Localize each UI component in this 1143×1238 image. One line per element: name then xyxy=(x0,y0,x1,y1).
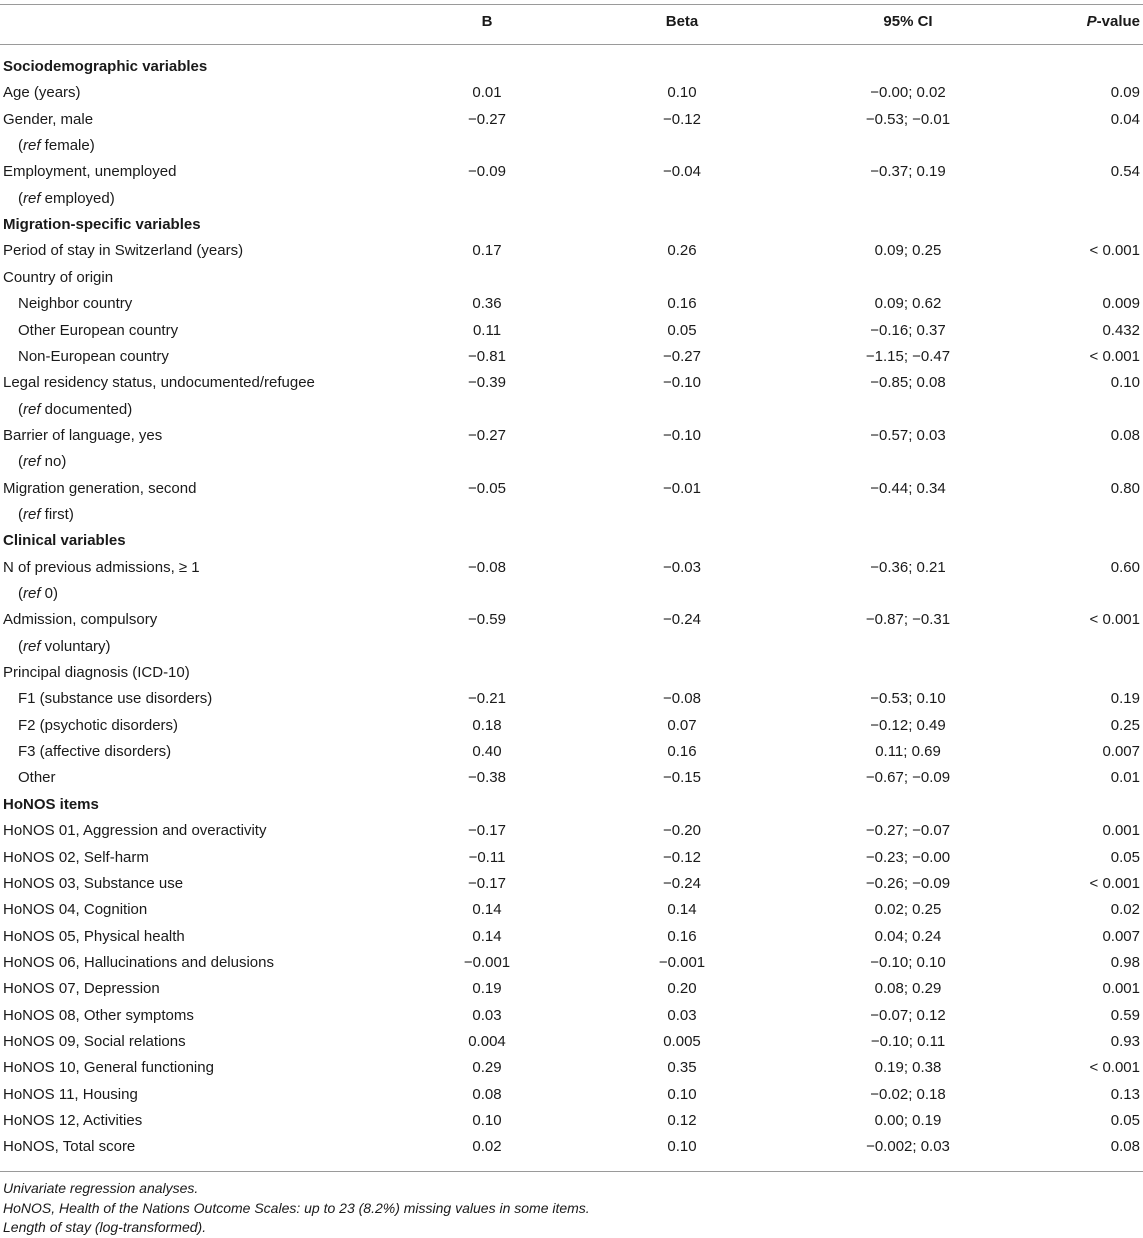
row-label: Migration generation, second xyxy=(3,479,197,497)
cell-ci: −0.16; 0.37 xyxy=(870,321,946,339)
cell-b: −0.09 xyxy=(468,163,506,181)
cell-ci: −0.67; −0.09 xyxy=(865,769,951,787)
table-row xyxy=(0,80,1143,106)
row-label: HoNOS 06, Hallucinations and delusions xyxy=(3,953,274,971)
cell-ci: −0.002; 0.03 xyxy=(866,1138,950,1156)
table-row xyxy=(0,634,1143,660)
cell-beta: 0.14 xyxy=(667,901,697,919)
row-label: Other European country xyxy=(18,321,179,339)
cell-beta: 0.07 xyxy=(667,716,697,734)
table-row xyxy=(0,1029,1143,1055)
row-label: HoNOS 07, Depression xyxy=(3,980,160,998)
table-row xyxy=(0,976,1143,1002)
cell-b: 0.01 xyxy=(472,84,502,102)
cell-p-value: 0.007 xyxy=(1102,743,1140,761)
cell-ci: −1.15; −0.47 xyxy=(865,347,951,365)
cell-beta: −0.08 xyxy=(663,690,701,708)
footnote: Length of stay (log-transformed). xyxy=(3,1219,207,1235)
cell-ci: −0.10; 0.10 xyxy=(870,953,946,971)
cell-ci: 0.08; 0.29 xyxy=(874,980,942,998)
table-header-rule xyxy=(0,44,1143,45)
cell-p-value: 0.10 xyxy=(1110,374,1140,392)
cell-beta: 0.12 xyxy=(667,1112,697,1129)
header-b: B xyxy=(481,13,493,30)
row-label: HoNOS 04, Cognition xyxy=(3,901,148,919)
header-beta: Beta xyxy=(665,13,699,30)
cell-ci: −0.23; −0.00 xyxy=(865,848,951,866)
cell-p-value: 0.80 xyxy=(1110,479,1140,497)
row-label: HoNOS items xyxy=(3,795,99,813)
cell-beta: 0.20 xyxy=(667,980,697,998)
cell-ci: −0.07; 0.12 xyxy=(870,1006,946,1024)
table-row xyxy=(0,1003,1143,1029)
cell-beta: −0.04 xyxy=(663,163,701,181)
cell-p-value: < 0.001 xyxy=(1089,242,1140,260)
cell-ci: −0.26; −0.09 xyxy=(865,874,951,892)
row-label: Sociodemographic variables xyxy=(3,58,208,75)
ref-marker: ref xyxy=(23,189,41,207)
row-label: Other xyxy=(18,769,56,787)
cell-ci: −0.00; 0.02 xyxy=(870,84,946,102)
cell-beta: −0.20 xyxy=(663,822,701,840)
cell-b: −0.59 xyxy=(468,611,506,629)
cell-b: 0.36 xyxy=(472,295,502,313)
row-label: F1 (substance use disorders) xyxy=(18,690,213,708)
cell-b: −0.27 xyxy=(468,110,506,128)
table-row xyxy=(0,897,1143,923)
cell-b: −0.17 xyxy=(468,822,506,840)
cell-beta: 0.26 xyxy=(667,242,697,260)
cell-p-value: 0.432 xyxy=(1102,321,1140,339)
cell-p-value: 0.13 xyxy=(1110,1085,1140,1103)
footnote: Univariate regression analyses. xyxy=(3,1180,199,1196)
cell-b: −0.001 xyxy=(463,953,511,971)
ref-marker: ref xyxy=(23,637,41,655)
ref-marker: ref xyxy=(23,400,41,418)
footnote: HoNOS, Health of the Nations Outcome Scales: up to 23 (8.2%) missing values in some items. xyxy=(3,1199,590,1216)
header-p-rest: -value xyxy=(1096,13,1140,30)
cell-ci: 0.11; 0.69 xyxy=(875,743,941,761)
table-row xyxy=(0,1134,1143,1160)
cell-p-value: < 0.001 xyxy=(1089,874,1140,892)
cell-beta: 0.10 xyxy=(667,1085,697,1103)
table-row xyxy=(0,1108,1143,1134)
table-row xyxy=(0,818,1143,844)
cell-p-value: 0.01 xyxy=(1110,769,1140,787)
cell-beta: 0.35 xyxy=(667,1059,697,1077)
cell-b: 0.14 xyxy=(472,927,502,945)
cell-p-value: 0.54 xyxy=(1110,163,1140,181)
cell-p-value: 0.08 xyxy=(1110,1138,1140,1156)
row-label: Age (years) xyxy=(3,84,81,102)
table-row xyxy=(0,318,1143,344)
row-label: Neighbor country xyxy=(18,295,133,313)
row-label: Employment, unemployed xyxy=(3,163,177,181)
table-row xyxy=(0,713,1143,739)
cell-b: −0.81 xyxy=(468,347,506,365)
cell-p-value: < 0.001 xyxy=(1089,347,1140,365)
row-label: HoNOS 11, Housing xyxy=(3,1085,138,1103)
cell-beta: −0.12 xyxy=(663,848,701,866)
header-p-value xyxy=(1087,9,1140,35)
table-row xyxy=(0,449,1143,475)
header-p-italic: P xyxy=(1086,13,1097,30)
cell-beta: −0.24 xyxy=(663,874,701,892)
row-label: Legal residency status, undocumented/refugee xyxy=(3,374,315,392)
cell-beta: −0.12 xyxy=(663,110,701,128)
table-row xyxy=(0,133,1143,159)
row-label: Period of stay in Switzerland (years) xyxy=(3,242,244,260)
table-row xyxy=(0,502,1143,528)
cell-b: 0.18 xyxy=(472,716,502,734)
cell-ci: −0.44; 0.34 xyxy=(870,479,946,497)
cell-p-value: 0.19 xyxy=(1110,690,1140,708)
cell-beta: 0.16 xyxy=(667,743,697,761)
cell-b: −0.39 xyxy=(468,374,506,392)
cell-beta: −0.15 xyxy=(663,769,701,787)
table-row xyxy=(0,344,1143,370)
cell-beta: 0.16 xyxy=(667,295,697,313)
cell-b: −0.11 xyxy=(468,848,506,866)
cell-b: −0.17 xyxy=(468,874,506,892)
ref-label: documented) xyxy=(40,400,133,418)
cell-p-value: 0.001 xyxy=(1102,822,1140,840)
cell-ci: −0.87; −0.31 xyxy=(865,611,951,629)
cell-p-value: 0.007 xyxy=(1102,927,1140,945)
cell-b: 0.17 xyxy=(472,242,502,260)
cell-beta: 0.10 xyxy=(667,1138,697,1156)
cell-beta: −0.001 xyxy=(658,953,706,971)
row-label: HoNOS, Total score xyxy=(3,1138,136,1156)
cell-ci: −0.12; 0.49 xyxy=(870,716,946,734)
row-label: Principal diagnosis (ICD-10) xyxy=(3,664,190,682)
table-row xyxy=(0,765,1143,791)
cell-ci: 0.00; 0.19 xyxy=(874,1112,942,1129)
cell-ci: −0.02; 0.18 xyxy=(870,1085,946,1103)
table-row xyxy=(0,423,1143,449)
cell-b: −0.27 xyxy=(468,426,506,444)
cell-p-value: 0.09 xyxy=(1110,84,1140,102)
section-row xyxy=(0,792,1143,818)
cell-p-value: 0.04 xyxy=(1110,110,1140,128)
cell-p-value: 0.98 xyxy=(1110,953,1140,971)
row-label: HoNOS 08, Other symptoms xyxy=(3,1006,194,1024)
table-row xyxy=(0,186,1143,212)
cell-b: 0.03 xyxy=(472,1006,502,1024)
cell-ci: 0.09; 0.25 xyxy=(874,242,942,260)
ref-label: 0) xyxy=(40,585,59,602)
cell-p-value: 0.02 xyxy=(1110,901,1140,919)
cell-b: 0.004 xyxy=(468,1032,506,1050)
row-label: Non-European country xyxy=(18,347,169,365)
cell-beta: −0.24 xyxy=(663,611,701,629)
cell-beta: 0.005 xyxy=(663,1032,701,1050)
table-bottom-rule xyxy=(0,1171,1143,1172)
cell-b: 0.08 xyxy=(472,1085,502,1103)
table-row xyxy=(0,845,1143,871)
ref-marker: ref xyxy=(23,453,41,471)
row-label: (ref no) xyxy=(18,453,67,471)
table-top-rule xyxy=(0,4,1143,5)
row-label: Migration-specific variables xyxy=(3,216,201,234)
cell-ci: −0.57; 0.03 xyxy=(870,426,946,444)
cell-beta: 0.03 xyxy=(667,1006,697,1024)
table-row xyxy=(0,607,1143,633)
row-label: HoNOS 10, General functioning xyxy=(3,1059,214,1077)
table-row xyxy=(0,238,1143,264)
cell-beta: 0.05 xyxy=(667,321,697,339)
cell-b: 0.19 xyxy=(472,980,502,998)
cell-b: −0.08 xyxy=(468,558,506,576)
cell-ci: 0.04; 0.24 xyxy=(874,927,942,945)
table-row xyxy=(0,660,1143,686)
row-label: (ref employed) xyxy=(18,189,115,207)
cell-ci: −0.53; 0.10 xyxy=(870,690,946,708)
cell-beta: 0.16 xyxy=(667,927,697,945)
table-row xyxy=(0,370,1143,396)
cell-b: −0.21 xyxy=(468,690,506,708)
row-label: HoNOS 03, Substance use xyxy=(3,874,184,892)
cell-p-value: 0.59 xyxy=(1110,1006,1140,1024)
cell-b: 0.14 xyxy=(472,901,502,919)
cell-ci: −0.85; 0.08 xyxy=(870,374,946,392)
table-row xyxy=(0,871,1143,897)
table-row xyxy=(0,581,1143,607)
row-label: (ref 0) xyxy=(18,585,59,602)
cell-b: 0.29 xyxy=(472,1059,502,1077)
row-label: HoNOS 05, Physical health xyxy=(3,927,185,945)
cell-beta: −0.10 xyxy=(663,426,701,444)
section-row xyxy=(0,528,1143,554)
cell-beta: −0.01 xyxy=(663,479,701,497)
cell-ci: −0.27; −0.07 xyxy=(865,822,951,840)
row-label: (ref documented) xyxy=(18,400,133,418)
ref-label: female) xyxy=(40,137,95,155)
table-row xyxy=(0,686,1143,712)
section-row xyxy=(0,212,1143,238)
row-label: (ref female) xyxy=(18,137,95,155)
table-row xyxy=(0,739,1143,765)
table-row xyxy=(0,950,1143,976)
section-row xyxy=(0,54,1143,80)
cell-b: 0.11 xyxy=(472,321,502,339)
cell-ci: 0.09; 0.62 xyxy=(874,295,942,313)
row-label: F3 (affective disorders) xyxy=(18,743,172,761)
cell-b: −0.38 xyxy=(468,769,506,787)
cell-ci: 0.19; 0.38 xyxy=(874,1059,942,1077)
table-row xyxy=(0,397,1143,423)
row-label: N of previous admissions, ≥ 1 xyxy=(3,558,200,576)
row-label: (ref voluntary) xyxy=(18,637,111,655)
ref-label: employed) xyxy=(40,189,115,207)
row-label: Barrier of language, yes xyxy=(3,426,163,444)
row-label: Country of origin xyxy=(3,268,114,286)
cell-ci: −0.36; 0.21 xyxy=(870,558,946,576)
table-row xyxy=(0,555,1143,581)
header-ci: 95% CI xyxy=(883,13,933,30)
table-header-row xyxy=(0,9,1143,35)
ref-label: first) xyxy=(40,505,74,523)
cell-ci: −0.37; 0.19 xyxy=(870,163,946,181)
table-row xyxy=(0,159,1143,185)
row-label: F2 (psychotic disorders) xyxy=(18,716,179,734)
ref-marker: ref xyxy=(23,585,41,602)
cell-p-value: 0.05 xyxy=(1110,1112,1140,1129)
ref-marker: ref xyxy=(23,505,41,523)
cell-p-value: 0.08 xyxy=(1110,426,1140,444)
ref-label: no) xyxy=(40,453,67,471)
table-row xyxy=(0,291,1143,317)
table-row xyxy=(0,107,1143,133)
row-label: Admission, compulsory xyxy=(3,611,158,629)
row-label: HoNOS 01, Aggression and overactivity xyxy=(3,822,267,840)
table-row xyxy=(0,265,1143,291)
cell-p-value: 0.009 xyxy=(1102,295,1140,313)
cell-b: 0.40 xyxy=(472,743,502,761)
cell-p-value: 0.25 xyxy=(1110,716,1140,734)
row-label: Gender, male xyxy=(3,110,94,128)
cell-ci: 0.02; 0.25 xyxy=(874,901,942,919)
cell-p-value: 0.001 xyxy=(1102,980,1140,998)
table-row xyxy=(0,1055,1143,1081)
cell-beta: −0.03 xyxy=(663,558,701,576)
cell-p-value: < 0.001 xyxy=(1089,1059,1140,1077)
cell-beta: −0.10 xyxy=(663,374,701,392)
table-row xyxy=(0,476,1143,502)
cell-p-value: < 0.001 xyxy=(1089,611,1140,629)
row-label: Clinical variables xyxy=(3,532,126,550)
row-label: HoNOS 09, Social relations xyxy=(3,1032,186,1050)
row-label: HoNOS 02, Self-harm xyxy=(3,848,149,866)
cell-p-value: 0.05 xyxy=(1110,848,1140,866)
cell-p-value: 0.93 xyxy=(1110,1032,1140,1050)
row-label: (ref first) xyxy=(18,505,74,523)
ref-label: voluntary) xyxy=(40,637,111,655)
table-row xyxy=(0,1082,1143,1108)
cell-ci: −0.10; 0.11 xyxy=(870,1032,946,1050)
cell-beta: 0.10 xyxy=(667,84,697,102)
cell-ci: −0.53; −0.01 xyxy=(865,110,951,128)
cell-b: −0.05 xyxy=(468,479,506,497)
cell-b: 0.10 xyxy=(472,1112,502,1129)
cell-p-value: 0.60 xyxy=(1110,558,1140,576)
ref-marker: ref xyxy=(23,137,41,155)
table-row xyxy=(0,924,1143,950)
row-label: HoNOS 12, Activities xyxy=(3,1112,143,1129)
cell-b: 0.02 xyxy=(472,1138,502,1156)
cell-beta: −0.27 xyxy=(663,347,701,365)
